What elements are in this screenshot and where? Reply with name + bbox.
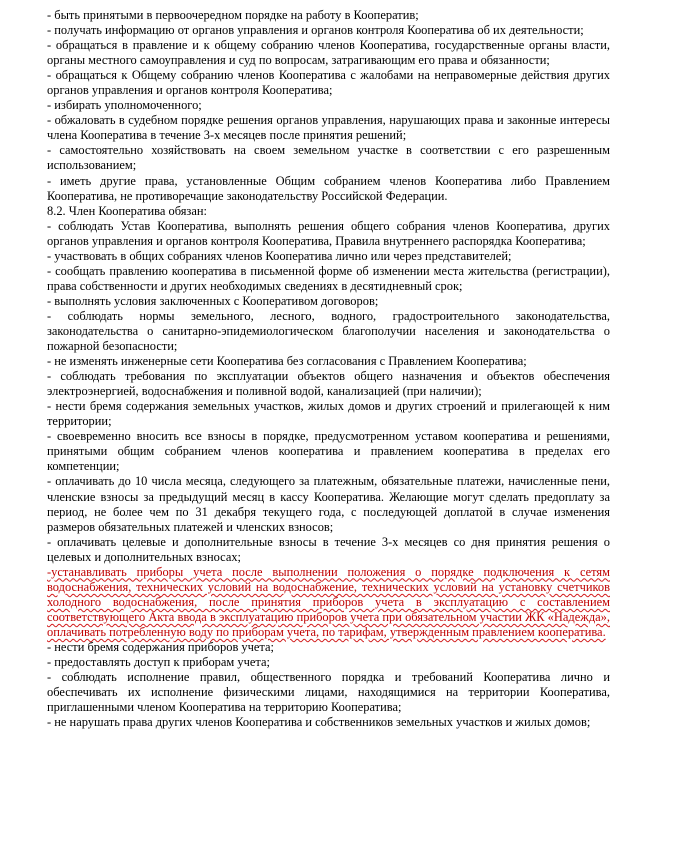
paragraph: - обращаться в правление и к общему собранию членов Кооператива, государственные органы власти, органы местного самоуправления и суд по вопросам, затрагивающим его права и обязанности; (47, 38, 610, 68)
paragraph: - соблюдать исполнение правил, общественного порядка и требований Кооператива лично и обеспечивать их исполнение физическими лицами, находящимися на территории Кооператива, приглашенными членом Кооператива на территорию Кооператива; (47, 670, 610, 715)
paragraph: - соблюдать нормы земельного, лесного, водного, градостроительного законодательства, законодательства о санитарно-эпидемиологическом благополучии населения и законодательства о пожарной безопасности; (47, 308, 610, 354)
paragraph: - своевременно вносить все взносы в порядке, предусмотренном уставом кооператива и решениями, принятыми общим собранием членов кооператива и правлением кооператива в пределах его компетенции; (47, 429, 610, 474)
paragraph: - иметь другие права, установленные Общим собранием членов Кооператива либо Правлением Кооператива, не противоречащие законодательству Российской Федерации. (47, 173, 610, 203)
paragraph: - не нарушать права других членов Кооператива и собственников земельных участков и жилых домов; (47, 715, 591, 730)
paragraph: - оплачивать целевые и дополнительные взносы в течение 3-х месяцев со дня принятия решения о целевых и дополнительных взносах; (47, 534, 610, 564)
paragraph: - нести бремя содержания земельных участков, жилых домов и других строений и прилегающей к ним территории; (47, 399, 610, 429)
paragraph: - избирать уполномоченного; (47, 98, 202, 113)
paragraph: - оплачивать до 10 числа месяца, следующего за платежным, обязательные платежи, начисленные пени, членские взносы за предыдущий месяц в кассу Кооператива. Желающие могут сделать предоплату за период, не более чем по 31 декабря текущего года, с последующей доплатой в случае изменения размеров обязательных платежей и членских взносов; (47, 474, 610, 534)
paragraph: - обжаловать в судебном порядке решения органов управления, нарушающих права и законные интересы члена Кооператива в течение 3-х месяцев после принятия решений; (47, 113, 610, 143)
paragraph: - нести бремя содержания приборов учета; (47, 639, 274, 654)
paragraph: - сообщать правлению кооператива в письменной форме об изменении места жительства (регистрации), права собственности и других необходимых сведениях в десятидневный срок; (47, 263, 610, 293)
highlighted-paragraph: -устанавливать приборы учета после выполнении положения о порядке подключения к сетям водоснабжения, технических условий на водоснабжение, технических условий на установку счетчиков холодного водоснабжения, после принятия приборов учета в эксплуатацию с составлением соответствующего Акта ввода в эксплуатацию приборов учета при обязательном участии ЖК «Надежда», оплачивать потребленную воду по приборам учета, по тарифам, утвержденным правлением кооператива. (47, 564, 610, 639)
paragraph: - самостоятельно хозяйствовать на своем земельном участке в соответствии с его разрешенным использованием; (47, 143, 610, 173)
paragraph: - не изменять инженерные сети Кооператива без согласования с Правлением Кооператива; (47, 354, 527, 369)
paragraph: - обращаться к Общему собранию членов Кооператива с жалобами на неправомерные действия других органов управления и органов контроля Кооператива; (47, 68, 610, 98)
document-page (47, 8, 610, 730)
paragraph: - предоставлять доступ к приборам учета; (47, 655, 270, 670)
paragraph: - соблюдать Устав Кооператива, выполнять решения общего собрания членов Кооператива, других органов управления и органов контроля Кооператива, Правила внутреннего распорядка Кооператива; (47, 218, 610, 248)
paragraph: 8.2. Член Кооператива обязан: (47, 203, 207, 218)
paragraph: - участвовать в общих собраниях членов Кооператива лично или через представителей; (47, 248, 512, 263)
paragraph: - быть принятыми в первоочередном порядке на работу в Кооператив; (47, 8, 419, 22)
paragraph: - получать информацию от органов управления и органов контроля Кооператива об их деятельности; (47, 23, 584, 38)
paragraph: - выполнять условия заключенных с Кооперативом договоров; (47, 293, 379, 308)
paragraph: - соблюдать требования по эксплуатации объектов общего назначения и объектов обеспечения электроэнергией, водоснабжения и поливной водой, канализацией (при наличии); (47, 369, 610, 399)
